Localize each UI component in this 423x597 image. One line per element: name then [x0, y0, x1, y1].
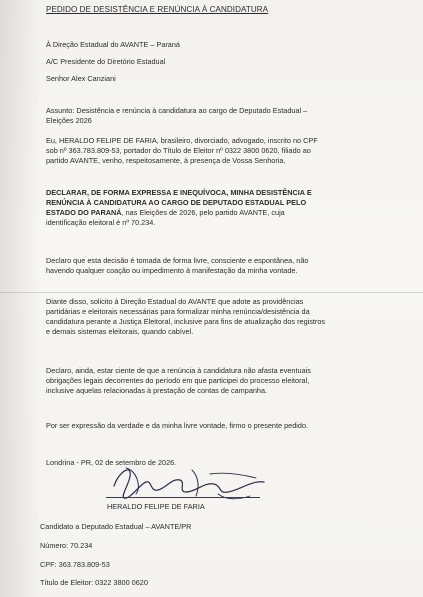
awareness-paragraph [46, 366, 376, 396]
signer-number: Número: 70.234 [40, 541, 93, 550]
signature-line [106, 497, 260, 498]
intro-paragraph [46, 136, 376, 166]
intro-line-2: sob nº 363.783.809-53, portador do Título de Eleitor nº 0322 3800 0620, filiado ao [46, 145, 311, 155]
free-will-paragraph [46, 256, 376, 276]
free-will-line-1: Declaro que esta decisão é tomada de forma livre, consciente e espontânea, não [46, 256, 309, 265]
subject-line-2: Eleições 2026 [46, 115, 92, 125]
declaration-state: ESTADO DO PARANÁ [46, 207, 122, 217]
declaration-line-2: RENÚNCIA À CANDIDATURA AO CARGO DE DEPUTADO ESTADUAL PELO [46, 197, 307, 207]
handwritten-signature [106, 456, 276, 506]
subject-paragraph [46, 106, 376, 126]
recipient-line-2: A/C Presidente do Diretório Estadual [46, 57, 166, 66]
awareness-line-3: inclusive aquelas relacionadas à prestação de contas de campanha. [46, 385, 268, 395]
declaration-paragraph [46, 188, 376, 228]
subject-line-1: Assunto: Desistência e renúncia à candidatura ao cargo de Deputado Estadual – [46, 106, 308, 115]
intro-line-3: partido AVANTE, venho, respeitosamente, à presença de Vossa Senhoria, [46, 155, 286, 165]
declaration-line-3 [46, 208, 376, 218]
place-and-date: Londrina - PR, 02 de setembro de 2026. [46, 458, 177, 467]
declaration-line-1: DECLARAR, DE FORMA EXPRESSA E INEQUÍVOCA, MINHA DESISTÊNCIA E [46, 188, 312, 197]
awareness-line-1: Declaro, ainda, estar ciente de que a renúncia à candidatura não afasta eventuais [46, 366, 311, 375]
signer-voter-id: Título de Eleitor: 0322 3800 0620 [40, 578, 148, 587]
recipient-line-3: Senhor Alex Canziani [46, 74, 116, 83]
page-shadow [0, 0, 40, 597]
request-line-3: candidatura perante a Justiça Eleitoral, inclusive para fins de atualização dos registros [46, 316, 326, 326]
request-line-4: e demais sistemas eleitorais, quando cabível. [46, 326, 194, 336]
request-paragraph [46, 297, 376, 337]
paper-fold [0, 292, 423, 293]
declaration-line-4: identificação eleitoral é nº 70.234. [46, 217, 156, 227]
recipient-line-1: À Direção Estadual do AVANTE – Paraná [46, 40, 180, 49]
declaration-line-3-rest: , nas Eleições de 2026, pelo partido AVANTE, cuja [121, 207, 285, 217]
intro-line-1: Eu, HERALDO FELIPE DE FARIA, brasileiro, divorciado, advogado, inscrito no CPF [46, 136, 318, 145]
free-will-line-2: havendo qualquer coação ou impedimento à manifestação da minha vontade. [46, 265, 298, 275]
signer-name: HERALDO FELIPE DE FARIA [107, 502, 205, 511]
signer-cpf: CPF: 363.783.809-53 [40, 560, 110, 569]
request-line-2: partidárias e eleitorais necessárias para formalizar minha renúncia/desistência da [46, 306, 310, 316]
awareness-line-2: obrigações legais decorrentes do período em que participei do processo eleitoral, [46, 375, 310, 385]
closing-statement: Por ser expressão da verdade e da minha livre vontade, firmo o presente pedido. [46, 421, 309, 430]
document-title: PEDIDO DE DESISTÊNCIA E RENÚNCIA À CANDIDATURA [46, 5, 269, 14]
signer-role: Candidato a Deputado Estadual – AVANTE/PR [40, 522, 192, 531]
request-line-1: Diante disso, solicito à Direção Estadual do AVANTE que adote as providências [46, 297, 304, 306]
